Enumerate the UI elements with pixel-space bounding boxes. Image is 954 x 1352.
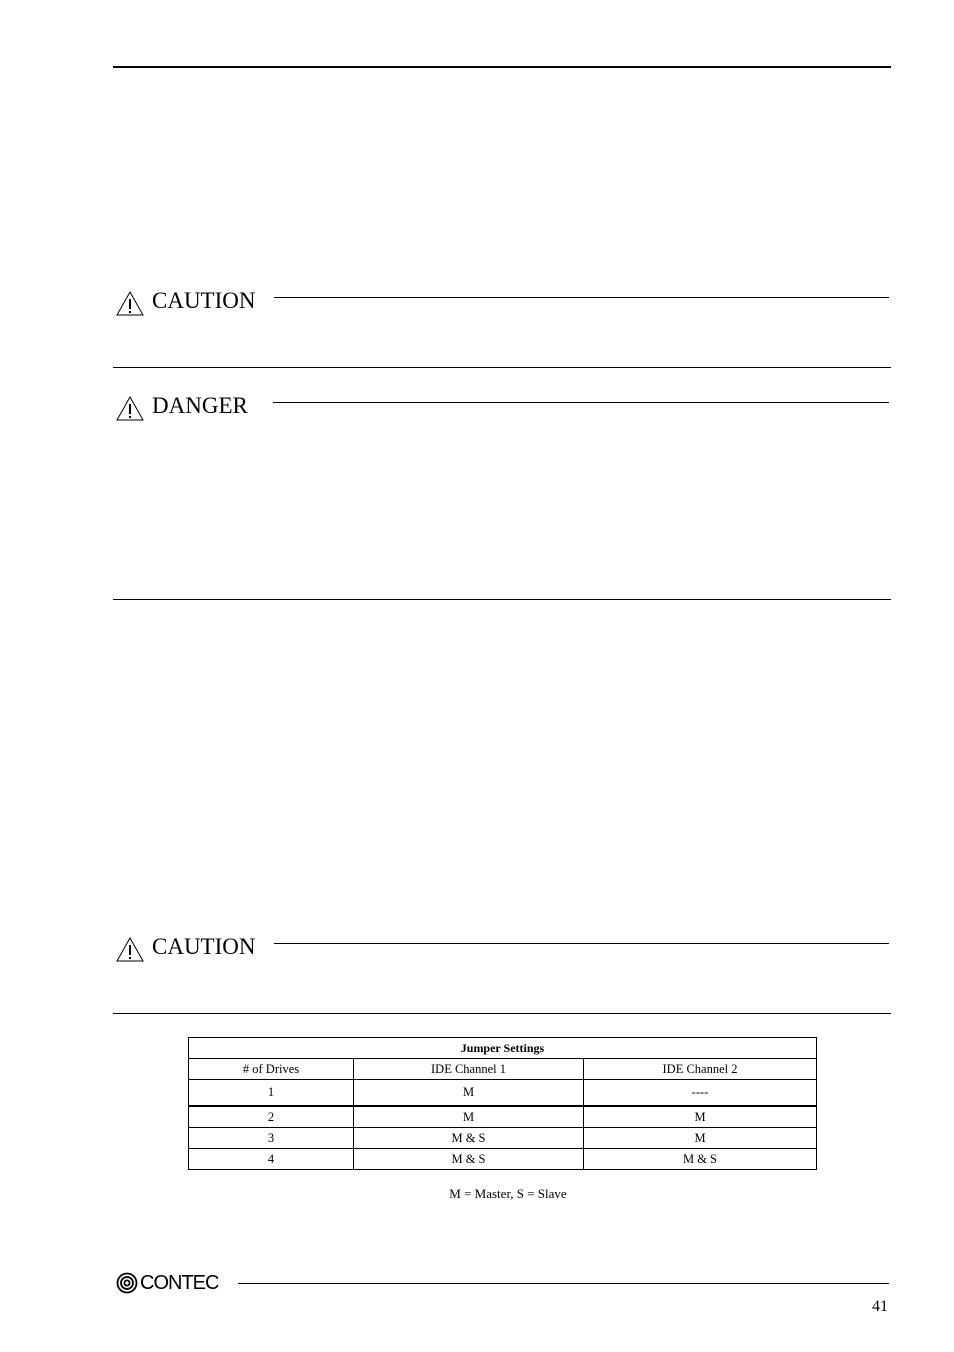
page-number: 41 [872, 1298, 888, 1315]
footer-rule [238, 1283, 889, 1284]
table-title: Jumper Settings [189, 1038, 817, 1059]
danger-label: DANGER [152, 393, 248, 418]
brand-name: CONTEC [140, 1272, 219, 1294]
header-ide-channel-2: IDE Channel 2 [584, 1059, 817, 1080]
table-cell: M & S [354, 1149, 584, 1170]
warning-triangle-icon [116, 396, 144, 421]
table-cell: M [354, 1106, 584, 1128]
header-rule [113, 66, 891, 68]
caution-heading-rule [274, 297, 889, 298]
table-title-row [189, 1038, 817, 1059]
jumper-settings-table [188, 1037, 817, 1170]
table-row [189, 1128, 817, 1149]
table-row [189, 1106, 817, 1128]
danger-heading-rule [273, 402, 889, 403]
table-cell: 4 [189, 1149, 354, 1170]
table-cell: ---- [584, 1080, 817, 1107]
contec-logo-icon [116, 1272, 138, 1294]
table-cell: M & S [584, 1149, 817, 1170]
warning-triangle-icon [116, 937, 144, 962]
table-cell: M & S [354, 1128, 584, 1149]
table-cell: 1 [189, 1080, 354, 1107]
caution-end-rule [113, 367, 891, 368]
danger-end-rule [113, 599, 891, 600]
table-row [189, 1149, 817, 1170]
table-cell: M [584, 1128, 817, 1149]
table-row [189, 1080, 817, 1107]
caution-label: CAUTION [152, 288, 256, 313]
caution-end-rule [113, 1013, 891, 1014]
table-cell: 2 [189, 1106, 354, 1128]
table-cell: 3 [189, 1128, 354, 1149]
table-cell: M [354, 1080, 584, 1107]
header-drives: # of Drives [189, 1059, 354, 1080]
table-legend: M = Master, S = Slave [449, 1186, 567, 1201]
caution-label: CAUTION [152, 934, 256, 959]
table-header-row [189, 1059, 817, 1080]
header-ide-channel-1: IDE Channel 1 [354, 1059, 584, 1080]
table-cell: M [584, 1106, 817, 1128]
caution-heading-rule [274, 943, 889, 944]
warning-triangle-icon [116, 291, 144, 316]
